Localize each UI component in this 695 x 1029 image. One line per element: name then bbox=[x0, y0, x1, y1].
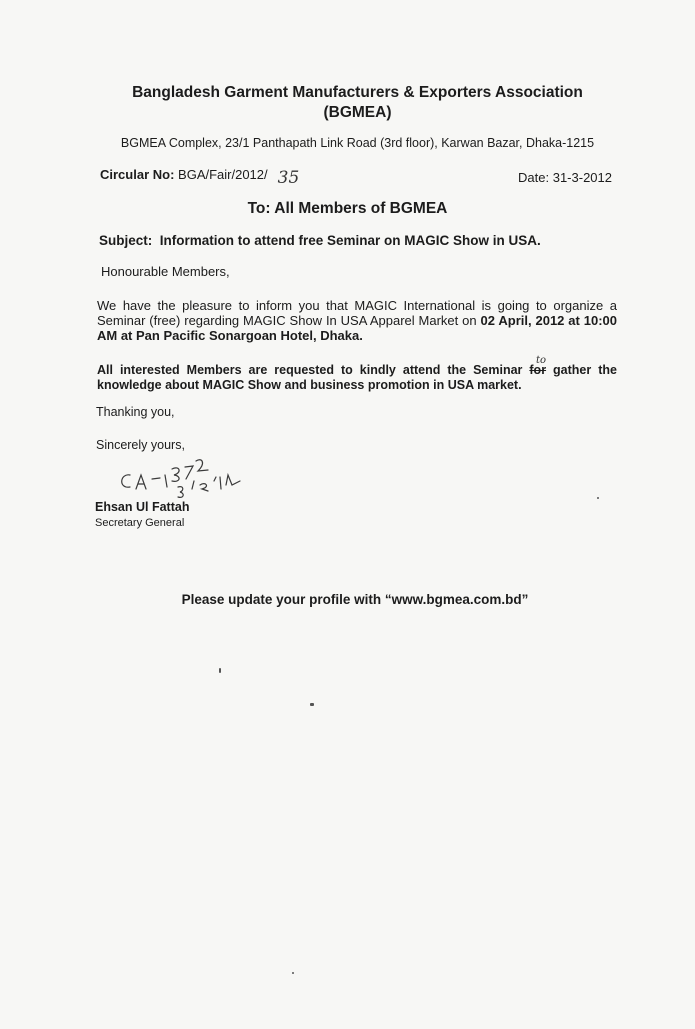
body-paragraph-1 bbox=[97, 298, 617, 343]
subject-line bbox=[99, 233, 541, 248]
signer-title: Secretary General bbox=[95, 517, 185, 529]
recipient-line: To: All Members of BGMEA bbox=[247, 200, 448, 217]
signer-name: Ehsan Ul Fattah bbox=[95, 500, 190, 514]
handwritten-signature bbox=[110, 445, 250, 500]
scan-speck bbox=[310, 703, 314, 706]
subject-text: Information to attend free Seminar on MAGIC Show in USA. bbox=[159, 233, 541, 248]
paragraph-2-text-end: gather the knowledge about MAGIC Show and business promotion in USA market. bbox=[97, 363, 617, 392]
paragraph-1-text: We have the pleasure to inform you that MAGIC International is going to organize a Seminar (free) regarding MAGIC Show In USA Apparel Market on bbox=[97, 298, 617, 328]
date-value: 31-3-2012 bbox=[552, 170, 612, 185]
scan-speck bbox=[597, 497, 599, 499]
handwritten-correction: to bbox=[536, 355, 547, 366]
paragraph-2-text-start: All interested Members are requested to kindly attend the Seminar bbox=[97, 363, 523, 377]
circular-number bbox=[100, 164, 300, 188]
date-label: Date: bbox=[518, 170, 550, 185]
organization-name bbox=[80, 83, 635, 123]
circular-value: BGA/Fair/2012/ bbox=[178, 167, 268, 182]
scan-speck bbox=[292, 972, 294, 974]
circular-handwritten-number: 35 bbox=[277, 168, 300, 188]
organization-address: BGMEA Complex, 23/1 Panthapath Link Road (3rd floor), Karwan Bazar, Dhaka-1215 bbox=[120, 136, 595, 150]
body-paragraph-2 bbox=[97, 363, 617, 393]
subject-label: Subject: bbox=[99, 233, 153, 248]
sincerely-line: Sincerely yours, bbox=[96, 438, 185, 452]
thanks-line: Thanking you, bbox=[96, 405, 175, 419]
scan-speck bbox=[219, 668, 221, 673]
paragraph-1-event-details: 02 April, 2012 at 10:00 AM at Pan Pacific Sonargoan Hotel, Dhaka. bbox=[97, 313, 617, 343]
footer-note: Please update your profile with “www.bgmea.com.bd” bbox=[181, 592, 529, 607]
organization-name-line1: Bangladesh Garment Manufacturers & Exporters Association bbox=[132, 84, 583, 101]
organization-name-line2: (BGMEA) bbox=[323, 104, 392, 121]
salutation: Honourable Members, bbox=[101, 264, 230, 279]
letter-date bbox=[518, 170, 612, 185]
struck-word: for bbox=[529, 363, 547, 377]
circular-label: Circular No: bbox=[100, 167, 175, 182]
